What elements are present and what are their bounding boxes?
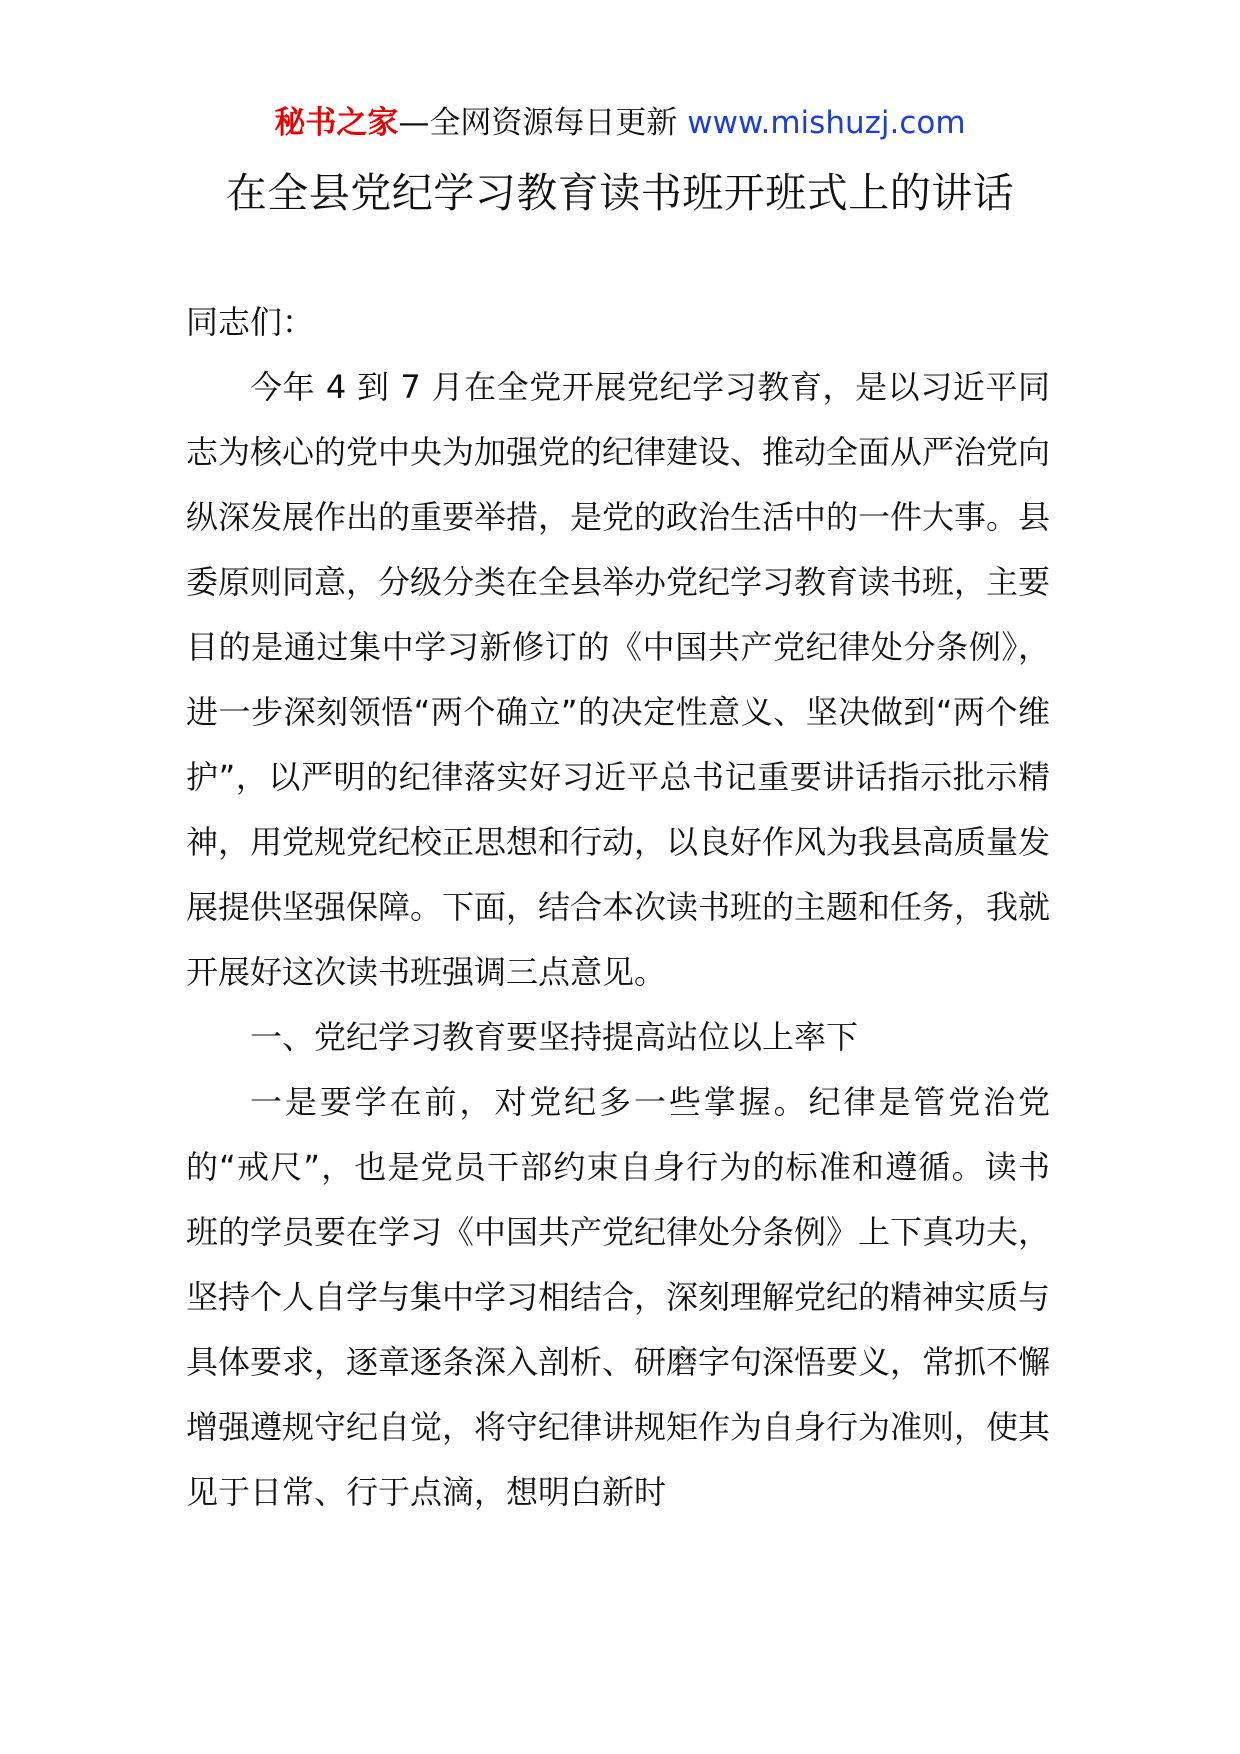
body-paragraph-intro: 今年 4 到 7 月在全党开展党纪学习教育，是以习近平同志为核心的党中央为加强党的纪律建设、推动全面从严治党向纵深发展作出的重要举措，是党的政治生活中的一件大事。县委原则同意，分级分类在全县举办党纪学习教育读书班，主要目的是通过集中学习新修订的《中国共产党纪律处分条例》，进一步深刻领悟“两个确立”的决定性意义、坚决做到“两个维护”，以严明的纪律落实好习近平总书记重要讲话指示批示精神，用党规党纪校正思想和行动，以良好作风为我县高质量发展提供坚强保障。下面，结合本次读书班的主题和任务，我就开展好这次读书班强调三点意见。	[186, 368, 1051, 991]
site-brand: 秘书之家	[274, 105, 399, 141]
site-tagline: —全网资源每日更新	[398, 105, 688, 141]
document-body	[186, 290, 1050, 1525]
salutation: 同志们：	[186, 303, 315, 341]
section-heading-1: 一、党纪学习教育要坚持提高站位以上率下	[250, 1018, 859, 1056]
body-paragraph-1: 一是要学在前，对党纪多一些掌握。纪律是管党治党的“戒尺”，也是党员干部约束自身行为的标准和遵循。读书班的学员要在学习《中国共产党纪律处分条例》上下真功夫，坚持个人自学与集中学习相结合，深刻理解党纪的精神实质与具体要求，逐章逐条深入剖析、研磨字句深悟要义，常抓不懈增强遵规守纪自觉，将守纪律讲规矩作为自身行为准则，使其见于日常、行于点滴，想明白新时	[186, 1083, 1051, 1511]
site-header	[0, 102, 1240, 144]
site-url-link[interactable]: www.mishuzj.com	[687, 105, 966, 141]
document-title: 在全县党纪学习教育读书班开班式上的讲话	[225, 169, 1015, 217]
